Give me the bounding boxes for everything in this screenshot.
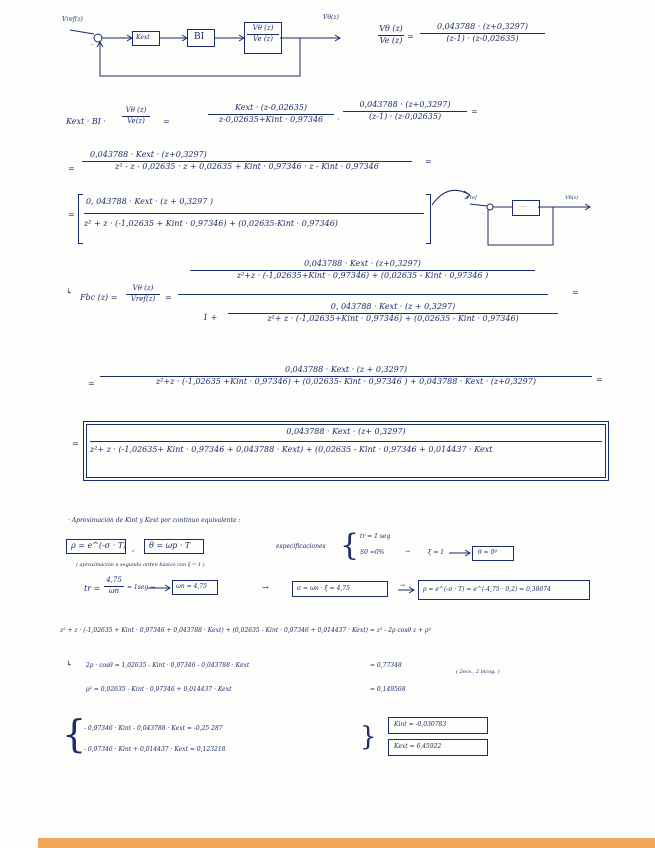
plant-eq-rhs bbox=[420, 23, 545, 44]
kext-value: Kext = 6,45922 bbox=[394, 743, 442, 750]
system-eq1-value: = 0,77348 bbox=[370, 662, 402, 669]
fbc-lhs-num: Vθ (z) bbox=[132, 284, 154, 292]
system-eq2: ρ² = 0,02635 - Kint · 0,97346 + 0,014437 · Kext bbox=[86, 686, 232, 693]
sigma-value: σ = ωn · ξ = 4,75 bbox=[297, 585, 350, 592]
rho2-value: ρ = e^(-σ · T) = e^(-4,75 · 0,2) = 0,38674 bbox=[423, 586, 551, 593]
system-eq2-value: = 0,149568 bbox=[370, 686, 406, 693]
fbc-top-frac bbox=[190, 260, 535, 281]
plant-block bbox=[244, 22, 282, 54]
line5-den: z²+z · (-1,02635 +Kint · 0,97346) + (0,02635- Kint · 0,97346 ) + 0,043788 · Kext · (z+0,3297) bbox=[156, 376, 536, 386]
approx-arrow4: → bbox=[400, 582, 406, 589]
wn-value: ωn = 4,75 bbox=[176, 583, 207, 590]
tr-rhs: = 1seg → bbox=[127, 584, 156, 591]
kext-box bbox=[388, 739, 488, 756]
system-brace: { bbox=[62, 712, 87, 756]
line6-equals: = bbox=[72, 439, 79, 448]
mini-block-label: ··· bbox=[521, 204, 526, 210]
tr-num: 4,75 bbox=[106, 576, 122, 584]
kint-box bbox=[388, 717, 488, 734]
line6-den: z²+ z · (-1,02635+ Kint · 0,97346 + 0,043788 · Kext) + (0,02635 - Kint · 0,97346 + 0,014437 · Kext bbox=[90, 444, 493, 454]
line1-frac2-den: (z-1) · (z-0,02635) bbox=[368, 111, 442, 121]
plant-block-den: Ve (z) bbox=[253, 34, 273, 43]
line5-frac bbox=[100, 366, 592, 387]
fbc-one-plus: 1 + bbox=[203, 313, 218, 322]
system-s1: - 0,97346 · Kint - 0,043788 · Kext = -0,25 287 bbox=[84, 725, 223, 732]
fbc-lhs: Fbc (z) = bbox=[80, 293, 118, 302]
bi-block bbox=[187, 29, 215, 47]
sigma-box bbox=[292, 581, 388, 597]
plant-eq-den: (z-1) · (z-0,02635) bbox=[446, 33, 519, 43]
mini-block bbox=[512, 200, 540, 216]
theta-box bbox=[144, 539, 204, 554]
plant-eq-equals: = bbox=[407, 32, 414, 41]
tr-lhs: tr = bbox=[84, 584, 101, 593]
line3-bracket-right bbox=[426, 194, 431, 244]
result-brace: } bbox=[360, 722, 377, 752]
line1-equals: = bbox=[163, 117, 170, 126]
line2-frac bbox=[82, 151, 412, 172]
line1-lhs-frac bbox=[122, 107, 150, 125]
bi-block-label: BI bbox=[194, 32, 205, 42]
fbc-lhs-den: Vref(z) bbox=[130, 294, 156, 303]
line5-equals2: = bbox=[596, 375, 603, 384]
line5-num: 0,043788 · Kext · (z + 0,3297) bbox=[285, 365, 407, 374]
line3-equals: = bbox=[68, 210, 75, 219]
line1-frac1-num: Kext · (z-0,02635) bbox=[234, 103, 308, 112]
fbc-top-den: z²+z · (-1,02635+Kint · 0,97346) + (0,02635 - Kint · 0,97346 ) bbox=[236, 270, 489, 280]
kext-block-label: Kext bbox=[136, 34, 150, 41]
spec-brace: { bbox=[340, 528, 360, 563]
system-note: ( 2ecs., 2 incog. ) bbox=[456, 669, 500, 675]
fbc-main-bar bbox=[178, 294, 548, 295]
line1-lhs-den: Ve(z) bbox=[127, 116, 145, 125]
line3-frac bbox=[84, 198, 424, 229]
plant-eq-lhs-den: Ve (z) bbox=[379, 35, 403, 45]
line3-num: 0, 043788 · Kext · (z + 0,3297 ) bbox=[86, 197, 213, 206]
line1-lhs: Kext · BI · bbox=[66, 117, 106, 126]
spec-tr: tr = 1 seg bbox=[360, 533, 391, 540]
tr-frac bbox=[104, 577, 124, 595]
line2-num: 0,043788 · Kext · (z+0,3297) bbox=[90, 150, 207, 159]
plant-eq-lhs-num: Vθ (z) bbox=[379, 24, 403, 33]
line6-num: 0,043788 · Kext · (z+ 0,3297) bbox=[286, 427, 406, 436]
vout-label: Vθ(z) bbox=[323, 14, 339, 21]
line2-den: z² - z - 0,02635 · z + 0,02635 + Kint · 0,97346 · z - Kint · 0,97346 bbox=[115, 161, 379, 171]
spec-so: S0 =0% bbox=[360, 549, 385, 556]
rho2-box bbox=[418, 580, 590, 600]
fbc-arrow: ↳ bbox=[66, 287, 73, 296]
spec-arrow1: → bbox=[405, 548, 411, 555]
system-eq1: 2ρ · cosθ = 1,02635 - Kint · 0,97346 - 0,043788 · Kext bbox=[86, 662, 250, 669]
fbc-bot-num: 0, 043788 · Kext · (z + 0,3297) bbox=[330, 302, 456, 311]
fbc-equals: = bbox=[165, 293, 172, 302]
wn-box bbox=[172, 580, 218, 595]
line3-bracket-left bbox=[78, 194, 83, 244]
mini-vout-label: Vθ(z) bbox=[565, 195, 579, 201]
system-s2: - 0,97346 · Kint + 0,014437 · Kext = 0,123218 bbox=[84, 746, 226, 753]
line1-frac2-num: 0,043788 · (z+0,3297) bbox=[359, 100, 451, 109]
mini-minus: - bbox=[483, 211, 485, 217]
system-arrow: ↳ bbox=[66, 659, 73, 668]
approx-comma: , bbox=[132, 544, 135, 553]
fbc-equals2: = bbox=[572, 288, 579, 297]
rho-formula: ρ = e^(-σ · T) bbox=[71, 541, 127, 550]
line1-frac1-den: z-0,02635+Kint · 0,97346 bbox=[218, 114, 324, 124]
line1-frac1 bbox=[208, 104, 334, 125]
fbc-bot-frac bbox=[228, 303, 558, 324]
plant-eq-lhs bbox=[378, 25, 404, 46]
line1-equals2: = bbox=[471, 107, 478, 116]
plant-block-num: Vθ (z) bbox=[252, 24, 274, 32]
approx-title: · Aproximación de Kint y Kext por continuo equivalente : bbox=[68, 517, 241, 524]
fbc-lhs-frac bbox=[126, 285, 160, 303]
line1-lhs-num: Vθ (z) bbox=[125, 106, 147, 114]
mini-vref-label: Vref bbox=[466, 195, 477, 201]
plant-eq-num: 0,043788 · (z+0,3297) bbox=[437, 22, 528, 31]
kext-block bbox=[132, 31, 160, 46]
minus-sign: - bbox=[91, 41, 94, 48]
line1-dot: · bbox=[337, 115, 340, 124]
spec-label: especificaciones bbox=[276, 543, 326, 550]
fbc-bot-den: z²+ z · (-1,02635+Kint · 0,97346) + (0,02635 - Kint · 0,97346) bbox=[267, 313, 519, 323]
theta-formula: θ = ωp · T bbox=[149, 541, 191, 550]
line6-frac bbox=[90, 428, 602, 455]
theta0-value: θ = 0º bbox=[478, 549, 498, 556]
vref-label: Vref(z) bbox=[62, 16, 83, 23]
bottom-edge-strip bbox=[38, 838, 655, 848]
kint-value: Kint = -0,030783 bbox=[394, 721, 447, 728]
tr-den: ωn bbox=[108, 586, 120, 595]
rho-box bbox=[66, 539, 126, 554]
approx-arrow3: → bbox=[262, 583, 269, 592]
plant-block-fraction bbox=[247, 25, 279, 43]
xi-value: ξ = 1 bbox=[428, 549, 444, 556]
theta0-box bbox=[472, 546, 514, 561]
line5-equals: = bbox=[88, 379, 95, 388]
line2-equals: = bbox=[68, 164, 75, 173]
line2-equals2: = bbox=[425, 157, 432, 166]
approx-note: ( aproximación a segundo orden básico con ξ = 1 ) bbox=[76, 562, 205, 568]
fbc-top-num: 0,043788 · Kext · (z+0,3297) bbox=[304, 259, 421, 268]
line3-den: z² + z · (-1,02635 + Kint · 0,97346) + (0,02635-Kint · 0,97346) bbox=[84, 218, 338, 228]
line1-frac2 bbox=[343, 101, 467, 122]
char-equation: z² + z · (-1,02635 + Kint · 0,97346 + 0,043788 · Kext) + (0,02635 - Kint · 0,97346 + 0,014437 · Kext) = z² - 2ρ cosθ z + ρ² bbox=[60, 627, 431, 634]
